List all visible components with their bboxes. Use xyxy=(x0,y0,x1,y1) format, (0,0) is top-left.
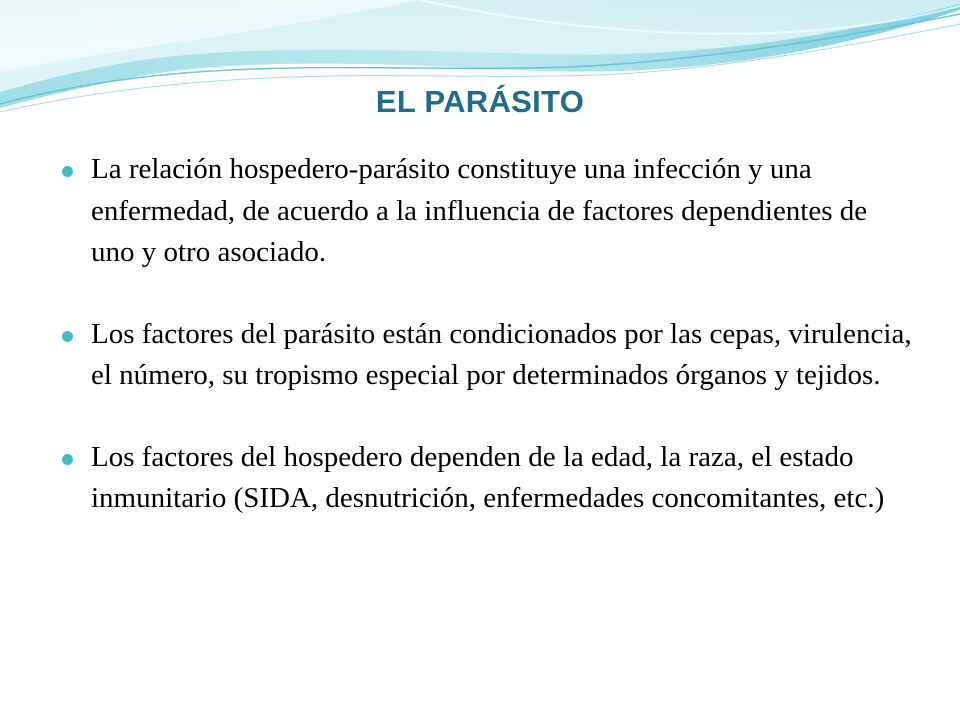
bullet-dot-icon xyxy=(62,454,73,465)
bullet-text: Los factores del parásito están condicionados por las cepas, virulencia, el número, su tropismo especial por determinados órganos y tejidos. xyxy=(91,317,912,391)
bullet-text: La relación hospedero-parásito constituye una infección y una enfermedad, de acuerdo a la influencia de factores dependientes de uno y otro asociado. xyxy=(91,153,868,268)
bullet-dot-icon xyxy=(62,166,73,177)
bullet-list xyxy=(62,149,912,560)
slide-title: EL PARÁSITO xyxy=(375,84,585,119)
bullet-text: Los factores del hospedero dependen de la edad, la raza, el estado inmunitario (SIDA, desnutrición, enfermedades concomitantes, etc.) xyxy=(91,440,885,514)
bullet-dot-icon xyxy=(62,331,73,342)
bullet-item xyxy=(62,149,912,274)
bullet-item xyxy=(62,437,912,520)
bullet-item xyxy=(62,314,912,397)
